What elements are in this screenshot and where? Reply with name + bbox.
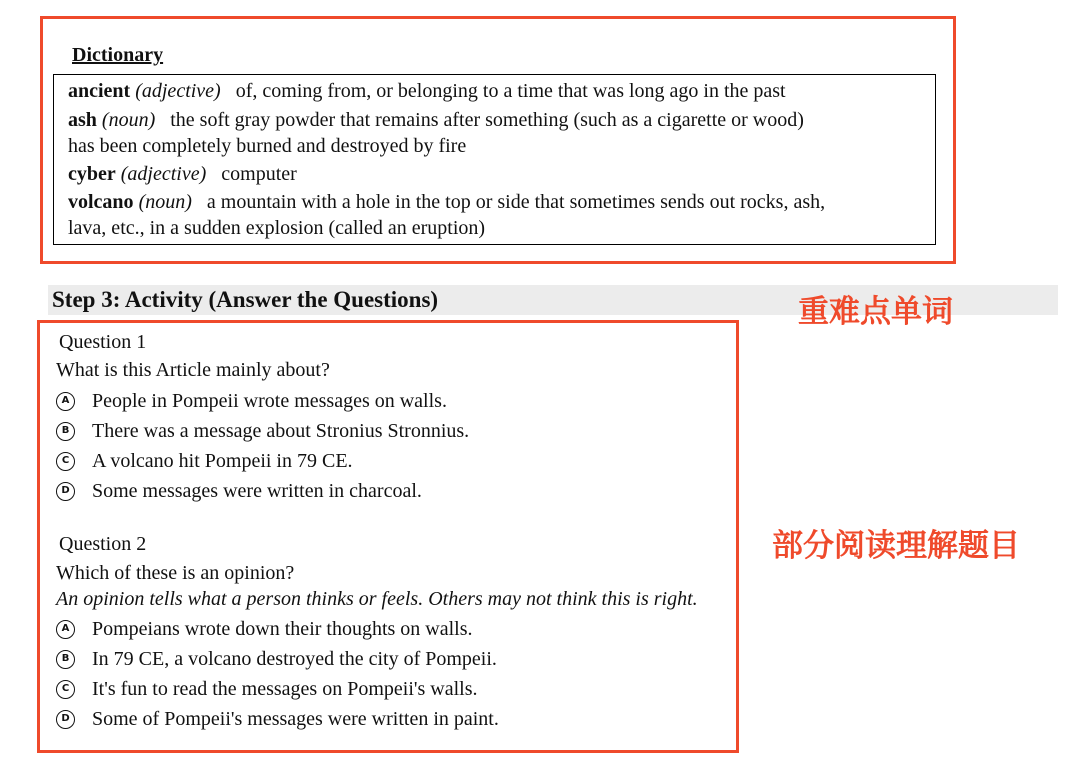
option-text: There was a message about Stronius Stronnius.	[92, 420, 470, 442]
dictionary-entry-volcano	[68, 189, 825, 215]
entry-definition: the soft gray powder that remains after something (such as a cigarette or wood)	[170, 109, 804, 131]
option-text: A volcano hit Pompeii in 79 CE.	[92, 450, 353, 472]
step-title: Step 3: Activity (Answer the Questions)	[52, 287, 439, 312]
entry-word: cyber	[68, 163, 116, 185]
entry-word: ash	[68, 109, 97, 131]
dictionary-entry-cyber	[68, 161, 297, 187]
annotation-key-vocabulary: 重难点单词	[798, 294, 953, 330]
option-text: Some of Pompeii's messages were written in paint.	[92, 708, 499, 730]
answer-option[interactable]	[56, 418, 469, 444]
dictionary-entry-ancient	[68, 78, 786, 104]
option-circle-icon[interactable]: C	[56, 452, 75, 471]
option-text: Pompeians wrote down their thoughts on walls.	[92, 618, 473, 640]
entry-definition: of, coming from, or belonging to a time that was long ago in the past	[235, 80, 786, 102]
option-circle-icon[interactable]: D	[56, 482, 75, 501]
entry-word: ancient	[68, 80, 131, 102]
answer-option[interactable]	[56, 676, 477, 702]
option-text: It's fun to read the messages on Pompeii's walls.	[92, 678, 478, 700]
question-label: Question 1	[59, 331, 147, 353]
answer-option[interactable]	[56, 706, 499, 732]
entry-continuation: lava, etc., in a sudden explosion (called an eruption)	[68, 217, 486, 239]
option-circle-icon[interactable]: A	[56, 392, 75, 411]
question-prompt: Which of these is an opinion?	[56, 562, 295, 584]
annotation-reading-questions: 部分阅读理解题目	[772, 528, 1020, 564]
entry-word: volcano	[68, 191, 134, 213]
question-prompt: What is this Article mainly about?	[56, 359, 330, 381]
dictionary-title: Dictionary	[72, 44, 164, 66]
answer-option[interactable]	[56, 388, 447, 414]
option-circle-icon[interactable]: B	[56, 650, 75, 669]
entry-continuation: has been completely burned and destroyed by fire	[68, 135, 467, 157]
option-text: People in Pompeii wrote messages on walls.	[92, 390, 447, 412]
answer-option[interactable]	[56, 616, 473, 642]
question-label: Question 2	[59, 533, 147, 555]
option-text: In 79 CE, a volcano destroyed the city of Pompeii.	[92, 648, 497, 670]
option-text: Some messages were written in charcoal.	[92, 480, 422, 502]
answer-option[interactable]	[56, 646, 497, 672]
entry-definition: computer	[221, 163, 297, 185]
answer-option[interactable]	[56, 478, 422, 504]
answer-option[interactable]	[56, 448, 353, 474]
dictionary-entry-ash	[68, 107, 804, 133]
option-circle-icon[interactable]: A	[56, 620, 75, 639]
entry-pos: (adjective)	[135, 80, 221, 102]
entry-definition: a mountain with a hole in the top or side that sometimes sends out rocks, ash,	[206, 191, 826, 213]
option-circle-icon[interactable]: C	[56, 680, 75, 699]
option-circle-icon[interactable]: D	[56, 710, 75, 729]
question-note: An opinion tells what a person thinks or feels. Others may not think this is right.	[56, 588, 698, 610]
entry-pos: (noun)	[101, 109, 156, 131]
option-circle-icon[interactable]: B	[56, 422, 75, 441]
entry-pos: (adjective)	[120, 163, 207, 185]
entry-pos: (noun)	[138, 191, 192, 213]
